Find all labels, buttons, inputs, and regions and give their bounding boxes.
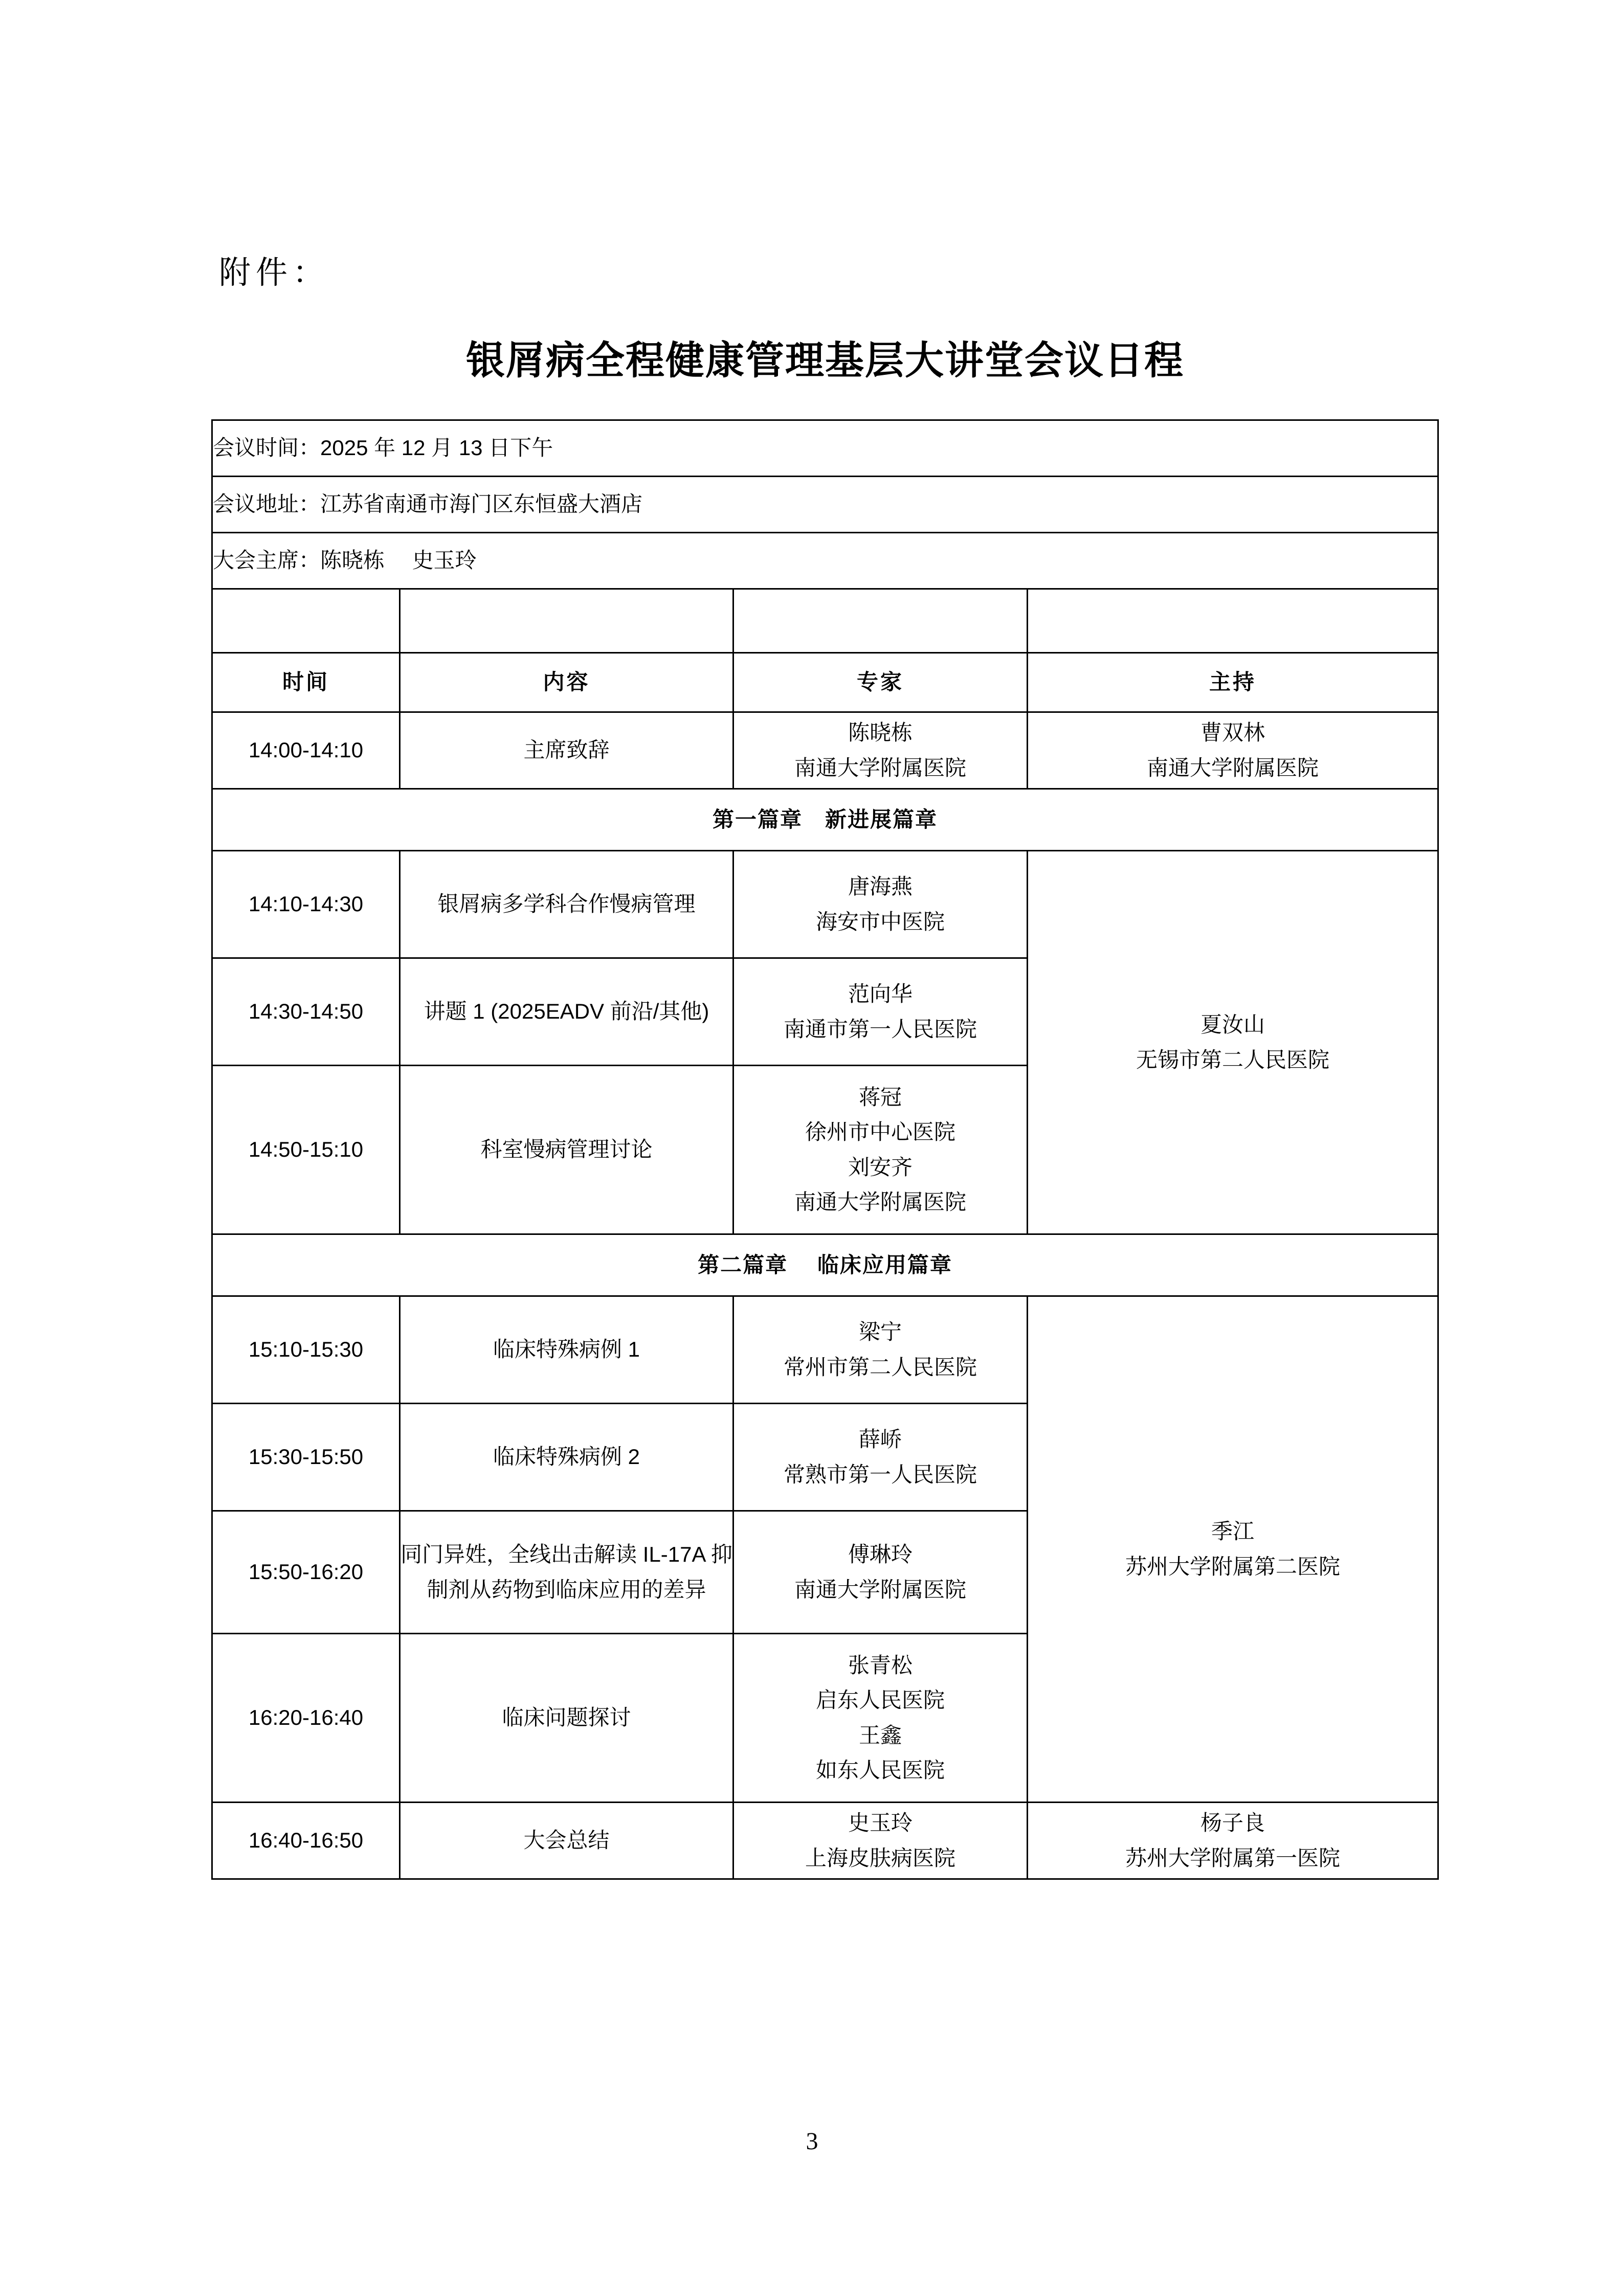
cell-expert	[733, 1404, 1028, 1511]
page-number: 3	[806, 2128, 818, 2155]
cell-time: 16:40-16:50	[212, 1803, 400, 1879]
meeting-chair-text: 大会主席：陈晓栋 史玉玲	[212, 533, 1438, 589]
expert-affiliation-2: 如东人民医院	[815, 1758, 945, 1782]
cell-time: 14:30-14:50	[212, 958, 400, 1066]
cell-content: 临床特殊病例 1	[400, 1296, 733, 1404]
cell-expert	[733, 851, 1028, 958]
cell-content: 临床特殊病例 2	[400, 1404, 733, 1511]
spacer-cell-expert	[733, 589, 1028, 653]
expert-name: 陈晓栋	[848, 721, 913, 745]
cell-content: 主席致辞	[400, 712, 733, 789]
meeting-address-text: 会议地址：江苏省南通市海门区东恒盛大酒店	[212, 477, 1438, 533]
cell-time: 15:30-15:50	[212, 1404, 400, 1511]
expert-affiliation: 海安市中医院	[815, 909, 945, 934]
cell-time: 15:50-16:20	[212, 1511, 400, 1634]
table-row	[212, 1296, 1438, 1404]
host-name: 曹双林	[1200, 721, 1265, 745]
expert-affiliation: 南通大学附属医院	[794, 755, 966, 780]
cell-content: 讲题 1 (2025EADV 前沿/其他)	[400, 958, 733, 1066]
expert-affiliation-2: 南通大学附属医院	[794, 1189, 966, 1214]
expert-affiliation: 南通大学附属医院	[794, 1577, 966, 1602]
spacer-cell-host	[1028, 589, 1438, 653]
expert-name: 梁宁	[858, 1320, 902, 1344]
host-affiliation: 苏州大学附属第一医院	[1125, 1845, 1341, 1870]
host-affiliation: 无锡市第二人民医院	[1136, 1047, 1330, 1072]
cell-expert	[733, 1066, 1028, 1234]
cell-content: 临床问题探讨	[400, 1634, 733, 1803]
table-row	[212, 851, 1438, 958]
column-header-host: 主持	[1028, 653, 1438, 712]
meeting-address-row	[212, 477, 1438, 533]
cell-time: 14:10-14:30	[212, 851, 400, 958]
cell-time: 14:00-14:10	[212, 712, 400, 789]
column-header-time: 时间	[212, 653, 400, 712]
table-header-row	[212, 653, 1438, 712]
expert-affiliation: 南通市第一人民医院	[783, 1017, 977, 1041]
spacer-cell-content	[400, 589, 733, 653]
cell-time: 16:20-16:40	[212, 1634, 400, 1803]
cell-host	[1028, 712, 1438, 789]
cell-expert	[733, 1634, 1028, 1803]
cell-expert	[733, 1296, 1028, 1404]
expert-affiliation: 徐州市中心医院	[805, 1120, 955, 1144]
expert-name: 薛峤	[858, 1427, 902, 1452]
expert-affiliation: 上海皮肤病医院	[805, 1845, 955, 1870]
expert-name: 张青松	[848, 1653, 913, 1678]
cell-expert	[733, 1511, 1028, 1634]
expert-name-2: 刘安齐	[848, 1155, 913, 1179]
agenda-table	[211, 419, 1439, 1880]
cell-content: 科室慢病管理讨论	[400, 1066, 733, 1234]
cell-time: 14:50-15:10	[212, 1066, 400, 1234]
host-name: 季江	[1211, 1519, 1255, 1544]
page-title: 银屑病全程健康管理基层大讲堂会议日程	[466, 339, 1184, 382]
expert-name: 唐海燕	[848, 874, 913, 899]
table-row	[212, 1803, 1438, 1879]
cell-host	[1028, 1803, 1438, 1879]
expert-affiliation: 启东人民医院	[815, 1688, 945, 1713]
column-header-content: 内容	[400, 653, 733, 712]
expert-name: 史玉玲	[848, 1811, 913, 1835]
meeting-time-text: 会议时间：2025 年 12 月 13 日下午	[212, 420, 1438, 477]
cell-expert	[733, 1803, 1028, 1879]
chapter-divider-row	[212, 789, 1438, 851]
host-affiliation: 南通大学附属医院	[1147, 755, 1319, 780]
expert-name: 傅琳玲	[848, 1542, 913, 1567]
table-row	[212, 712, 1438, 789]
column-header-expert: 专家	[733, 653, 1028, 712]
expert-name: 蒋冠	[858, 1085, 902, 1110]
host-affiliation: 苏州大学附属第二医院	[1125, 1554, 1341, 1579]
cell-expert	[733, 712, 1028, 789]
cell-time: 15:10-15:30	[212, 1296, 400, 1404]
cell-host-merged	[1028, 1296, 1438, 1803]
spacer-row	[212, 589, 1438, 653]
expert-affiliation: 常州市第二人民医院	[783, 1355, 977, 1379]
cell-content: 银屑病多学科合作慢病管理	[400, 851, 733, 958]
expert-name-2: 王鑫	[858, 1723, 902, 1747]
expert-name: 范向华	[848, 982, 913, 1006]
cell-content: 同门异姓，全线出击解读 IL-17A 抑制剂从药物到临床应用的差异	[400, 1511, 733, 1634]
cell-expert	[733, 958, 1028, 1066]
meeting-chair-row	[212, 533, 1438, 589]
attachment-label: 附件：	[219, 256, 330, 290]
chapter-title-2: 第二篇章 临床应用篇章	[212, 1234, 1438, 1296]
cell-content: 大会总结	[400, 1803, 733, 1879]
meeting-time-row	[212, 420, 1438, 477]
chapter-divider-row	[212, 1234, 1438, 1296]
chapter-title-1: 第一篇章 新进展篇章	[212, 789, 1438, 851]
cell-host-merged	[1028, 851, 1438, 1234]
expert-affiliation: 常熟市第一人民医院	[783, 1462, 977, 1487]
spacer-cell-time	[212, 589, 400, 653]
host-name: 杨子良	[1200, 1811, 1265, 1835]
host-name: 夏汝山	[1200, 1012, 1265, 1037]
